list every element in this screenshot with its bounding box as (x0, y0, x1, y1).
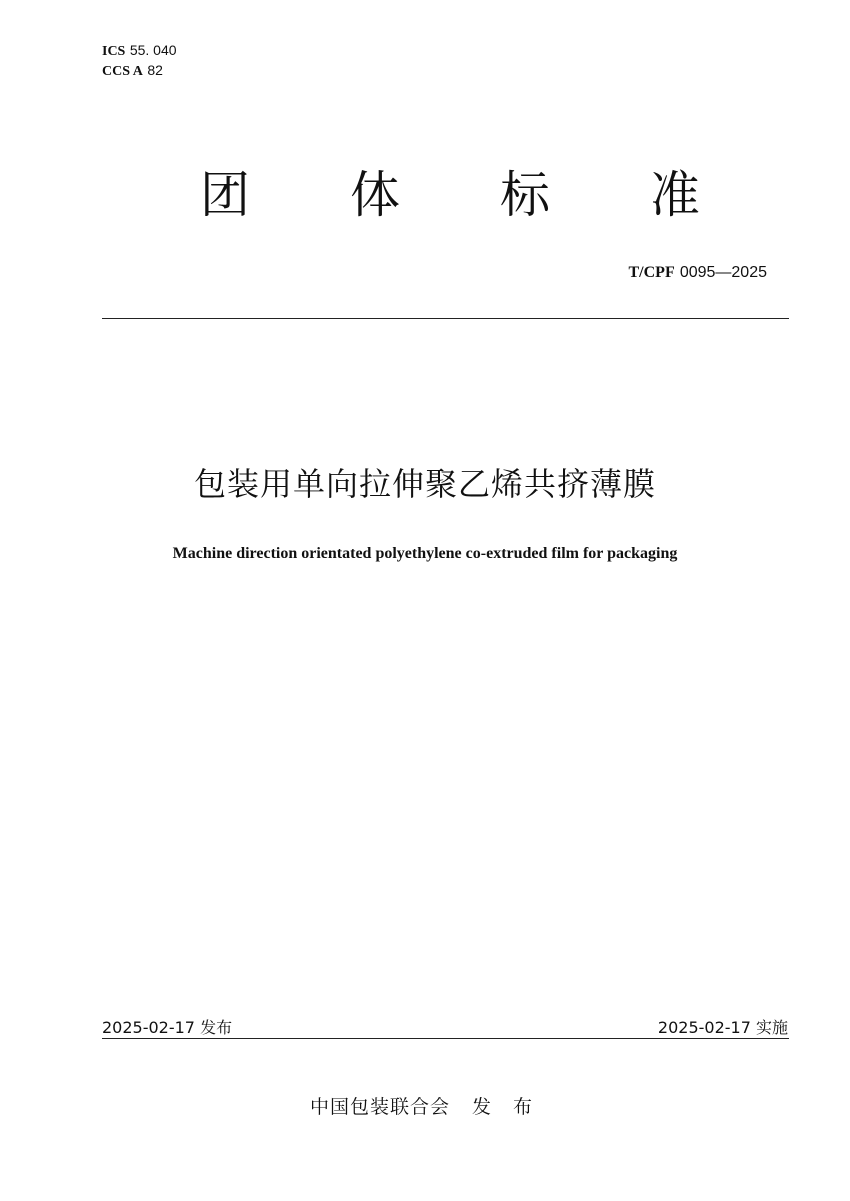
implementation-date: 2025-02-17 实施 (657, 1018, 788, 1037)
document-type-char: 体 (350, 166, 400, 224)
ccs-label: CCS A (102, 64, 143, 79)
publisher-line (0, 1094, 850, 1120)
ccs-code (102, 61, 177, 81)
publisher-action: 发 布 (471, 1096, 541, 1118)
header-divider (102, 318, 789, 319)
classification-codes (102, 41, 177, 81)
ics-label: ICS (102, 44, 126, 59)
document-type-char: 准 (650, 166, 700, 224)
publisher-name: 中国包装联合会 (309, 1096, 450, 1118)
standard-number-prefix: T/CPF (628, 264, 675, 281)
standard-number-code: 0095—2025 (679, 264, 767, 281)
footer-divider (102, 1038, 789, 1039)
ics-code (102, 41, 177, 61)
ccs-value: 82 (147, 62, 163, 78)
document-type-char: 团 (200, 166, 250, 224)
ics-value: 55. 040 (129, 42, 177, 58)
document-title-english: Machine direction orientated polyethylene co-extruded film for packaging (172, 545, 678, 562)
document-type-heading (190, 160, 710, 230)
issue-date: 2025-02-17 发布 (102, 1018, 233, 1037)
standard-number (629, 262, 768, 282)
document-type-char: 标 (500, 166, 550, 224)
document-title-chinese: 包装用单向拉伸聚乙烯共挤薄膜 (193, 465, 656, 503)
